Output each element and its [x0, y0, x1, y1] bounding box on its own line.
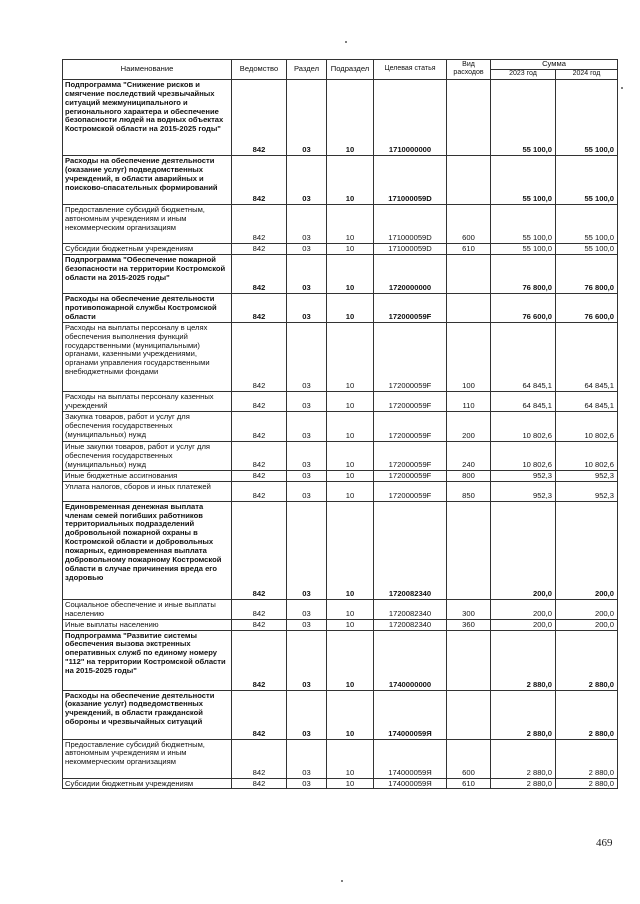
- cell-subsection: 10: [327, 155, 374, 204]
- cell-sum-2024: 200,0: [556, 619, 618, 630]
- cell-expense-type: 610: [447, 243, 491, 254]
- cell-name: Предоставление субсидий бюджетным, автономным учреждениям и иным некоммерческим организациям: [63, 204, 232, 243]
- cell-sum-2024: 952,3: [556, 481, 618, 501]
- cell-sum-2023: 76 800,0: [491, 254, 556, 293]
- cell-department: 842: [232, 391, 287, 411]
- cell-section: 03: [287, 690, 327, 739]
- cell-section: 03: [287, 619, 327, 630]
- cell-subsection: 10: [327, 322, 374, 391]
- cell-section: 03: [287, 293, 327, 322]
- cell-sum-2024: 76 800,0: [556, 254, 618, 293]
- table-row: [63, 293, 618, 322]
- cell-expense-type: 610: [447, 778, 491, 789]
- cell-name: Подпрограмма "Развитие системы обеспечения вызова экстренных оперативных служб по единому номеру "112" на территории Костромской области на 2015-2025 годы": [63, 630, 232, 690]
- cell-expense-type: [447, 690, 491, 739]
- cell-name: Субсидии бюджетным учреждениям: [63, 243, 232, 254]
- cell-section: 03: [287, 501, 327, 599]
- cell-sum-2024: 2 880,0: [556, 690, 618, 739]
- cell-sum-2023: 10 802,6: [491, 411, 556, 441]
- header-target-item: Целевая статья: [374, 60, 447, 80]
- cell-subsection: 10: [327, 739, 374, 778]
- cell-target-item: 1720000000: [374, 254, 447, 293]
- cell-department: 842: [232, 79, 287, 155]
- cell-section: 03: [287, 630, 327, 690]
- cell-expense-type: [447, 501, 491, 599]
- cell-section: 03: [287, 739, 327, 778]
- cell-expense-type: 300: [447, 599, 491, 619]
- table-row: [63, 155, 618, 204]
- table-row: [63, 391, 618, 411]
- table-row: [63, 204, 618, 243]
- header-subsection: Подраздел: [327, 60, 374, 80]
- cell-name: Иные закупки товаров, работ и услуг для обеспечения государственных (муниципальных) нужд: [63, 441, 232, 470]
- table-row: [63, 411, 618, 441]
- cell-expense-type: 850: [447, 481, 491, 501]
- cell-subsection: 10: [327, 630, 374, 690]
- cell-subsection: 10: [327, 501, 374, 599]
- cell-section: 03: [287, 254, 327, 293]
- cell-section: 03: [287, 778, 327, 789]
- cell-expense-type: [447, 155, 491, 204]
- cell-name: Подпрограмма "Снижение рисков и смягчение последствий чрезвычайных ситуаций межмуниципального и регионального характера и обеспечение безопасности людей на водных объектах Костромской области на 2015-2025 годы": [63, 79, 232, 155]
- cell-expense-type: 240: [447, 441, 491, 470]
- cell-department: 842: [232, 778, 287, 789]
- cell-sum-2023: 55 100,0: [491, 243, 556, 254]
- cell-sum-2023: 952,3: [491, 470, 556, 481]
- cell-sum-2023: 2 880,0: [491, 778, 556, 789]
- cell-sum-2024: 64 845,1: [556, 322, 618, 391]
- table-row: [63, 322, 618, 391]
- cell-sum-2023: 55 100,0: [491, 79, 556, 155]
- cell-expense-type: [447, 293, 491, 322]
- cell-subsection: 10: [327, 391, 374, 411]
- cell-name: Иные бюджетные ассигнования: [63, 470, 232, 481]
- table-row: [63, 690, 618, 739]
- cell-subsection: 10: [327, 204, 374, 243]
- cell-expense-type: 800: [447, 470, 491, 481]
- cell-subsection: 10: [327, 599, 374, 619]
- cell-department: 842: [232, 293, 287, 322]
- cell-section: 03: [287, 243, 327, 254]
- table-row: [63, 501, 618, 599]
- cell-sum-2024: 76 600,0: [556, 293, 618, 322]
- cell-target-item: 172000059F: [374, 441, 447, 470]
- table-row: [63, 739, 618, 778]
- cell-expense-type: 200: [447, 411, 491, 441]
- cell-expense-type: [447, 79, 491, 155]
- cell-name: Закупка товаров, работ и услуг для обеспечения государственных (муниципальных) нужд: [63, 411, 232, 441]
- cell-subsection: 10: [327, 411, 374, 441]
- cell-name: Расходы на выплаты персоналу казенных учреждений: [63, 391, 232, 411]
- cell-name: Расходы на выплаты персоналу в целях обеспечения выполнения функций государственными (муниципальными) органами, казенными учреждениями, органами управления государственными внебюджетными фондами: [63, 322, 232, 391]
- table-row: [63, 470, 618, 481]
- cell-target-item: 1710000000: [374, 79, 447, 155]
- cell-section: 03: [287, 391, 327, 411]
- cell-sum-2024: 64 845,1: [556, 391, 618, 411]
- cell-target-item: 174000059Я: [374, 690, 447, 739]
- cell-target-item: 1720082340: [374, 619, 447, 630]
- table-row: [63, 481, 618, 501]
- table-row: [63, 778, 618, 789]
- cell-subsection: 10: [327, 79, 374, 155]
- cell-sum-2024: 2 880,0: [556, 630, 618, 690]
- cell-name: Расходы на обеспечение деятельности (оказание услуг) подведомственных учреждений, в области гражданской обороны и чрезвычайных ситуаций: [63, 690, 232, 739]
- cell-sum-2023: 200,0: [491, 501, 556, 599]
- header-year-2023: 2023 год: [491, 69, 556, 79]
- cell-sum-2023: 2 880,0: [491, 690, 556, 739]
- table-row: [63, 441, 618, 470]
- cell-department: 842: [232, 619, 287, 630]
- cell-section: 03: [287, 441, 327, 470]
- cell-target-item: 171000059D: [374, 204, 447, 243]
- cell-department: 842: [232, 481, 287, 501]
- cell-section: 03: [287, 481, 327, 501]
- cell-sum-2023: 200,0: [491, 599, 556, 619]
- header-department: Ведомство: [232, 60, 287, 80]
- cell-sum-2023: 55 100,0: [491, 155, 556, 204]
- cell-target-item: 172000059F: [374, 293, 447, 322]
- cell-target-item: 1720082340: [374, 599, 447, 619]
- cell-target-item: 172000059F: [374, 470, 447, 481]
- cell-department: 842: [232, 599, 287, 619]
- cell-sum-2024: 55 100,0: [556, 243, 618, 254]
- cell-department: 842: [232, 254, 287, 293]
- cell-section: 03: [287, 599, 327, 619]
- scan-speck: [345, 41, 347, 43]
- cell-sum-2024: 952,3: [556, 470, 618, 481]
- cell-sum-2023: 2 880,0: [491, 630, 556, 690]
- cell-sum-2024: 10 802,6: [556, 441, 618, 470]
- header-sum: Сумма: [491, 60, 618, 70]
- cell-name: Единовременная денежная выплата членам семей погибших работников территориальных подразделений добровольной пожарной охраны в Костромской области и добровольных пожарных, единовременная выплата добровольному пожарному Костромской области в случае причинения вреда его здоровью: [63, 501, 232, 599]
- cell-name: Субсидии бюджетным учреждениям: [63, 778, 232, 789]
- cell-expense-type: 110: [447, 391, 491, 411]
- cell-section: 03: [287, 79, 327, 155]
- cell-name: Социальное обеспечение и иные выплаты населению: [63, 599, 232, 619]
- cell-sum-2023: 55 100,0: [491, 204, 556, 243]
- cell-department: 842: [232, 243, 287, 254]
- cell-expense-type: [447, 254, 491, 293]
- cell-name: Иные выплаты населению: [63, 619, 232, 630]
- header-name: Наименование: [63, 60, 232, 80]
- cell-subsection: 10: [327, 690, 374, 739]
- cell-department: 842: [232, 441, 287, 470]
- table-row: [63, 619, 618, 630]
- cell-sum-2024: 2 880,0: [556, 739, 618, 778]
- cell-subsection: 10: [327, 293, 374, 322]
- cell-subsection: 10: [327, 254, 374, 293]
- cell-target-item: 171000059D: [374, 243, 447, 254]
- header-year-2024: 2024 год: [556, 69, 618, 79]
- cell-name: Уплата налогов, сборов и иных платежей: [63, 481, 232, 501]
- cell-sum-2023: 76 600,0: [491, 293, 556, 322]
- cell-sum-2023: 2 880,0: [491, 739, 556, 778]
- cell-target-item: 172000059F: [374, 411, 447, 441]
- cell-sum-2024: 200,0: [556, 501, 618, 599]
- cell-name: Расходы на обеспечение деятельности (оказание услуг) подведомственных учреждений, в области аварийных и поисково-спасательных формирований: [63, 155, 232, 204]
- cell-subsection: 10: [327, 481, 374, 501]
- cell-section: 03: [287, 322, 327, 391]
- cell-target-item: 172000059F: [374, 481, 447, 501]
- table-row: [63, 243, 618, 254]
- cell-department: 842: [232, 322, 287, 391]
- cell-department: 842: [232, 739, 287, 778]
- cell-sum-2024: 10 802,6: [556, 411, 618, 441]
- cell-subsection: 10: [327, 470, 374, 481]
- table-row: [63, 79, 618, 155]
- page-number: 469: [596, 837, 613, 849]
- cell-sum-2023: 64 845,1: [491, 391, 556, 411]
- cell-sum-2024: 55 100,0: [556, 155, 618, 204]
- cell-expense-type: 360: [447, 619, 491, 630]
- cell-name: Предоставление субсидий бюджетным, автономным учреждениям и иным некоммерческим организациям: [63, 739, 232, 778]
- cell-name: Расходы на обеспечение деятельности противопожарной службы Костромской области: [63, 293, 232, 322]
- cell-department: 842: [232, 204, 287, 243]
- cell-sum-2023: 64 845,1: [491, 322, 556, 391]
- cell-expense-type: 600: [447, 204, 491, 243]
- cell-department: 842: [232, 470, 287, 481]
- cell-section: 03: [287, 204, 327, 243]
- cell-subsection: 10: [327, 243, 374, 254]
- cell-sum-2024: 200,0: [556, 599, 618, 619]
- cell-sum-2023: 952,3: [491, 481, 556, 501]
- header-expense-type: Вид расходов: [447, 60, 491, 80]
- cell-target-item: 1740000000: [374, 630, 447, 690]
- cell-section: 03: [287, 470, 327, 481]
- table-body: [63, 79, 618, 789]
- cell-section: 03: [287, 155, 327, 204]
- table-row: [63, 254, 618, 293]
- header-section: Раздел: [287, 60, 327, 80]
- cell-target-item: 174000059Я: [374, 739, 447, 778]
- scan-speck: [621, 87, 623, 89]
- budget-table: [62, 59, 618, 789]
- cell-expense-type: [447, 630, 491, 690]
- cell-expense-type: 100: [447, 322, 491, 391]
- cell-department: 842: [232, 690, 287, 739]
- cell-sum-2023: 200,0: [491, 619, 556, 630]
- cell-expense-type: 600: [447, 739, 491, 778]
- cell-department: 842: [232, 411, 287, 441]
- cell-section: 03: [287, 411, 327, 441]
- cell-department: 842: [232, 501, 287, 599]
- cell-subsection: 10: [327, 441, 374, 470]
- cell-department: 842: [232, 630, 287, 690]
- cell-sum-2024: 55 100,0: [556, 204, 618, 243]
- cell-department: 842: [232, 155, 287, 204]
- cell-subsection: 10: [327, 778, 374, 789]
- cell-target-item: 172000059F: [374, 322, 447, 391]
- cell-target-item: 171000059D: [374, 155, 447, 204]
- cell-subsection: 10: [327, 619, 374, 630]
- cell-name: Подпрограмма "Обеспечение пожарной безопасности на территории Костромской области на 2015-2025 годы": [63, 254, 232, 293]
- cell-sum-2024: 2 880,0: [556, 778, 618, 789]
- table-row: [63, 599, 618, 619]
- cell-sum-2024: 55 100,0: [556, 79, 618, 155]
- cell-target-item: 172000059F: [374, 391, 447, 411]
- cell-target-item: 174000059Я: [374, 778, 447, 789]
- cell-sum-2023: 10 802,6: [491, 441, 556, 470]
- table-row: [63, 630, 618, 690]
- scan-speck: [341, 880, 343, 882]
- cell-target-item: 1720082340: [374, 501, 447, 599]
